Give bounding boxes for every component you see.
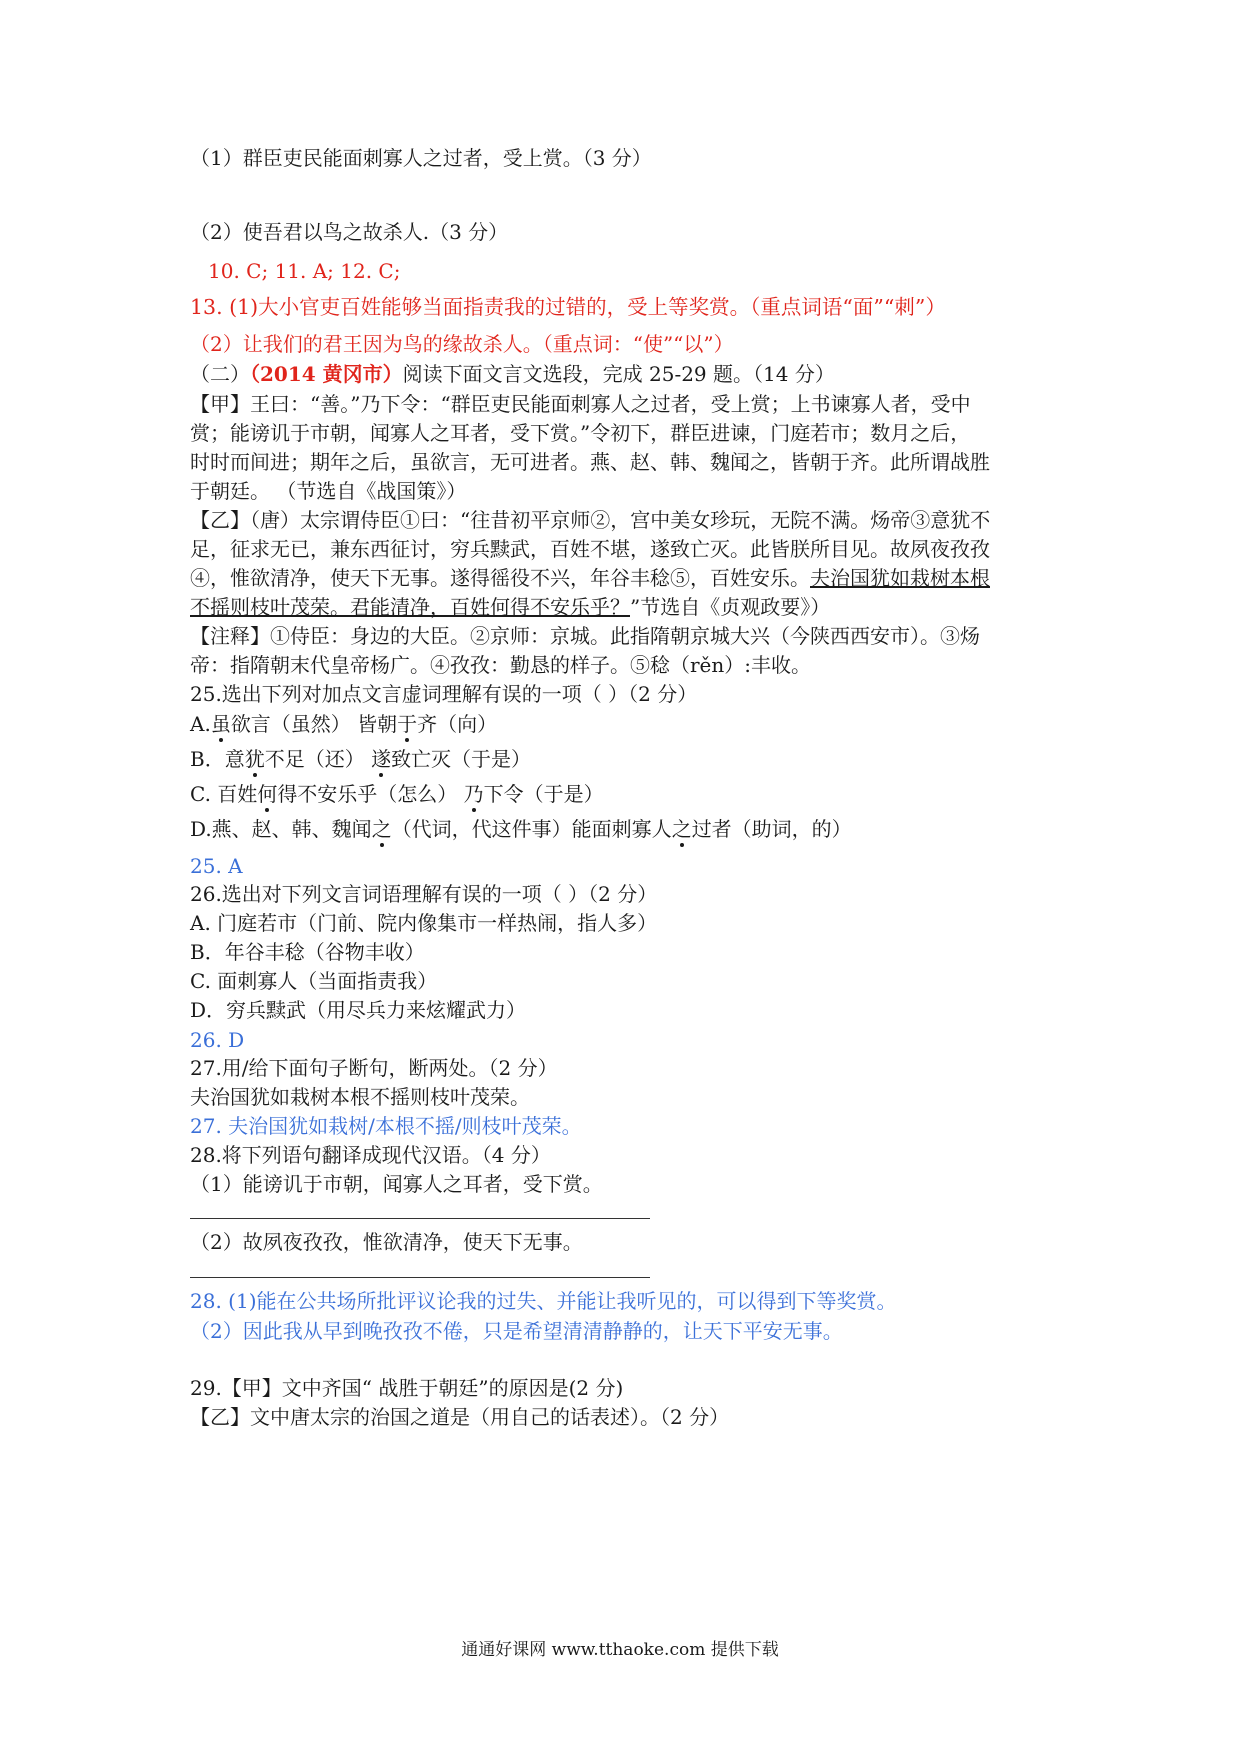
option-25-a: A.虽欲言（虽然） 皆朝于齐（向）: [190, 712, 498, 736]
question-27: 27.用/给下面句子断句，断两处。（2 分）: [190, 1056, 558, 1080]
answer-28-2: （2）因此我从早到晚孜孜不倦，只是希望清清静静的，让天下平安无事。: [190, 1319, 843, 1343]
underlined-sentence-part-1: 夫治国犹如栽树本根: [810, 566, 990, 590]
answer-28-1: 28. (1)能在公共场所批评议论我的过失、并能让我听见的，可以得到下等奖赏。: [190, 1289, 897, 1313]
question-29-yi: 【乙】文中唐太宗的治国之道是（用自己的话表述）。（2 分）: [190, 1405, 730, 1429]
answer-25: 25. A: [190, 854, 243, 878]
question-26: 26.选出对下列文言词语理解有误的一项（ ）（2 分）: [190, 882, 658, 906]
notes-line-2: 帝：指隋朝末代皇帝杨广。④孜孜：勤恳的样子。⑤稔（rěn）:丰收。: [190, 653, 812, 677]
answer-13-1: 13. (1)大小官吏百姓能够当面指责我的过错的，受上等奖赏。（重点词语“面”“刺”）: [190, 295, 946, 319]
question-28: 28.将下列语句翻译成现代汉语。（4 分）: [190, 1143, 551, 1167]
option-25-c: C. 百姓何得不安乐乎（怎么） 乃下令（于是）: [190, 782, 604, 806]
answer-10-12: 10. C; 11. A; 12. C;: [208, 259, 401, 283]
question-28-2: （2）故夙夜孜孜，惟欲清净，使天下无事。: [190, 1230, 583, 1254]
notes-line-1: 【注释】①侍臣：身边的大臣。②京师：京城。此指隋朝京城大兴（今陕西西安市）。③炀: [190, 624, 980, 648]
question-25: 25.选出下列对加点文言虚词理解有误的一项（ ）（2 分）: [190, 682, 698, 706]
passage-jia-line-3: 时时而间进；期年之后，虽欲言，无可进者。燕、赵、韩、魏闻之，皆朝于齐。此所谓战胜: [190, 450, 990, 474]
source-label: （2014 黄冈市）: [250, 362, 403, 386]
option-26-d: D．穷兵黩武（用尽兵力来炫耀武力）: [190, 998, 527, 1022]
option-25-b: B．意犹不足（还） 遂致亡灭（于是）: [190, 747, 532, 771]
answer-blank-line-2: [190, 1277, 650, 1278]
option-26-a: A. 门庭若市（门前、院内像集市一样热闹，指人多）: [190, 911, 658, 935]
passage-jia-line-2: 赏；能谤讥于市朝，闻寡人之耳者，受下赏。”令初下，群臣进谏，门庭若市；数月之后，: [190, 421, 971, 445]
passage-jia-line-1: 【甲】王曰：“善。”乃下令：“群臣吏民能面刺寡人之过者，受上赏；上书谏寡人者，受中: [190, 392, 971, 416]
answer-blank-line-1: [190, 1218, 650, 1219]
answer-26: 26. D: [190, 1028, 245, 1052]
page-footer: 通通好课网 www.tthaoke.com 提供下载: [461, 1640, 779, 1660]
option-26-b: B．年谷丰稔（谷物丰收）: [190, 940, 425, 964]
question-13-2: （2）使吾君以鸟之故杀人.（3 分）: [190, 220, 509, 244]
question-27-sentence: 夫治国犹如栽树本根不摇则枝叶茂荣。: [190, 1085, 530, 1109]
question-29-jia: 29.【甲】文中齐国“ 战胜于朝廷”的原因是(2 分): [190, 1376, 624, 1400]
section-2-heading: （二）（2014 黄冈市）阅读下面文言文选段，完成 25-29 题。（14 分）: [190, 362, 835, 386]
answer-13-2: （2）让我们的君王因为鸟的缘故杀人。（重点词：“使”“以”）: [190, 332, 734, 356]
answer-27: 27. 夫治国犹如栽树/本根不摇/则枝叶茂荣。: [190, 1114, 582, 1138]
passage-jia-line-4: 于朝廷。 （节选自《战国策》）: [190, 479, 467, 503]
passage-yi-line-3: ④，惟欲清净，使天下无事。遂得徭役不兴，年谷丰稔⑤，百姓安乐。夫治国犹如栽树本根: [190, 566, 990, 590]
underlined-sentence-part-2: 不摇则枝叶茂荣。君能清净，百姓何得不安乐乎？: [190, 595, 630, 619]
question-13-1: （1）群臣吏民能面刺寡人之过者，受上赏。（3 分）: [190, 146, 652, 170]
question-28-1: （1）能谤讥于市朝，闻寡人之耳者，受下赏。: [190, 1172, 603, 1196]
passage-yi-line-1: 【乙】（唐）太宗谓侍臣①曰：“往昔初平京师②，宫中美女珍玩，无院不满。炀帝③意犹不: [190, 508, 991, 532]
passage-yi-line-2: 足，征求无已，兼东西征讨，穷兵黩武，百姓不堪，遂致亡灭。此皆朕所目见。故夙夜孜孜: [190, 537, 990, 561]
option-26-c: C. 面刺寡人（当面指责我）: [190, 969, 438, 993]
option-25-d: D.燕、赵、韩、魏闻之（代词，代这件事）能面刺寡人之过者（助词，的）: [190, 817, 852, 841]
passage-yi-line-4: 不摇则枝叶茂荣。君能清净，百姓何得不安乐乎？”节选自《贞观政要》）: [190, 595, 831, 619]
